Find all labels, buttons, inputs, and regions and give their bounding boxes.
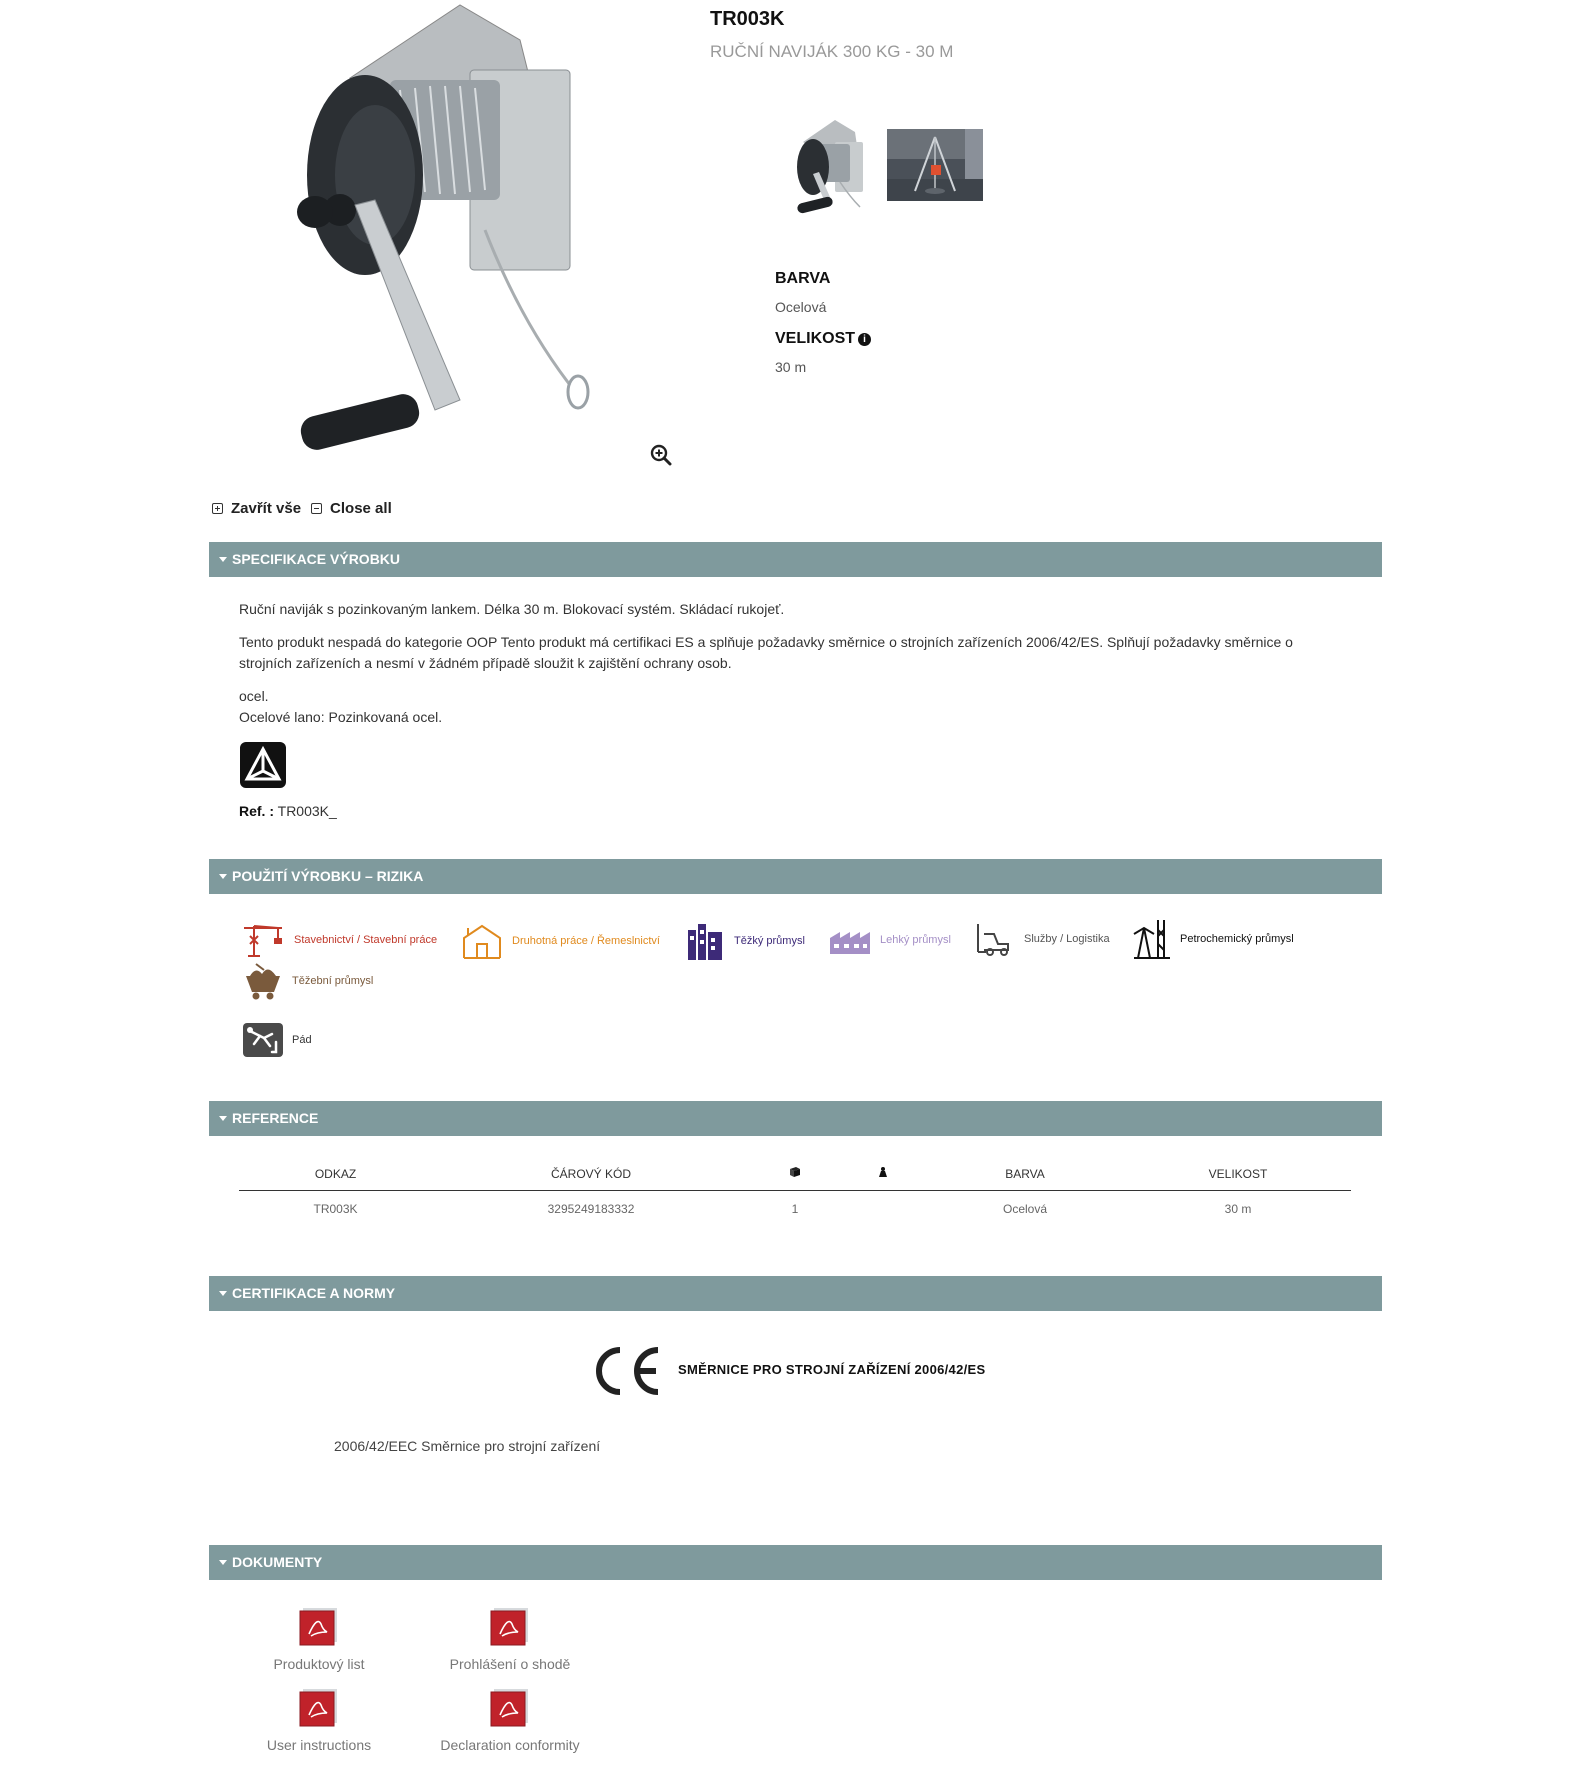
close-all-cz-toggle[interactable] [212,500,301,517]
pdf-icon [488,1687,532,1727]
size-label [775,330,871,348]
mine-cart-icon [242,960,284,1002]
factory-icon [828,924,872,956]
caret-down-icon [219,557,227,562]
document-product-sheet[interactable] [229,1606,409,1674]
section-title-reference: REFERENCE [232,1110,319,1126]
cell-ref: TR003K [313,1202,358,1217]
risk-label: Těžký průmysl [734,935,805,947]
col-ref: ODKAZ [239,1158,432,1190]
cell-barcode: 3295249183332 [547,1202,635,1217]
spec-ref-label: Ref. : [239,803,274,819]
document-label: Produktový list [273,1656,365,1672]
risk-label: Pád [292,1034,312,1046]
heavy-industry-icon [684,920,726,962]
document-declaration-en[interactable] [420,1687,600,1755]
spec-material-2: Ocelové lano: Pozinkovaná ocel. [239,709,443,725]
caret-down-icon [219,1560,227,1565]
col-weight [840,1158,925,1190]
directive-title: SMĚRNICE PRO STROJNÍ ZAŘÍZENÍ 2006/42/ES [678,1362,986,1377]
caret-down-icon [219,874,227,879]
table-header-row [239,1158,1351,1190]
cell-weight [840,1190,925,1228]
risk-light-industry[interactable] [828,924,951,956]
table-row[interactable] [239,1190,1351,1228]
caret-down-icon [219,1116,227,1121]
size-label-text: VELIKOST [775,330,856,347]
weight-icon [877,1166,889,1178]
pdf-icon [488,1606,532,1646]
col-package [750,1158,840,1190]
section-header-specs[interactable] [209,542,1382,577]
pdf-icon [297,1687,341,1727]
reference-table [239,1158,1351,1228]
document-label: User instructions [266,1737,372,1753]
risk-label: Stavebnictví / Stavební práce [294,934,438,946]
crane-icon [242,922,286,958]
color-value: Ocelová [775,299,827,315]
cell-size: 30 m [1224,1202,1252,1217]
directive-description: 2006/42/EEC Směrnice pro strojní zařízení [334,1438,601,1454]
ce-mark-icon [590,1346,664,1396]
brand-logo-icon [239,741,287,789]
zoom-icon[interactable] [650,444,672,466]
color-label: BARVA [775,270,831,287]
section-title-documents: DOKUMENTY [232,1554,323,1570]
house-icon [460,922,504,960]
risk-mining[interactable] [242,960,373,1002]
section-header-documents[interactable] [209,1545,1382,1580]
forklift-icon [972,922,1016,956]
cell-qty: 1 [791,1202,799,1217]
thumbnail-1[interactable] [775,112,871,218]
spec-reference [239,803,337,819]
col-color: BARVA [925,1158,1125,1190]
risk-heavy-industry[interactable] [684,920,805,962]
risk-fall[interactable] [242,1022,312,1058]
document-label: Prohlášení o shodě [449,1656,571,1672]
thumbnail-2[interactable] [887,129,983,201]
info-icon[interactable]: i [858,333,871,346]
col-size: VELIKOST [1125,1158,1351,1190]
close-all-en-toggle[interactable] [311,500,392,517]
size-value: 30 m [775,359,807,375]
col-barcode: ČÁROVÝ KÓD [432,1158,750,1190]
risk-craft[interactable] [460,922,660,960]
risk-label: Lehký průmysl [880,934,951,946]
risk-construction[interactable] [242,922,437,958]
risk-label: Petrochemický průmysl [1180,933,1294,945]
pdf-icon [297,1606,341,1646]
caret-down-icon [219,1291,227,1296]
section-title-certs: CERTIFIKACE A NORMY [232,1285,396,1301]
risk-label: Druhotná práce / Řemeslnictví [512,935,660,947]
section-title-specs: SPECIFIKACE VÝROBKU [232,551,401,567]
oil-rig-icon [1132,918,1172,960]
spec-material-1: ocel. [239,688,269,704]
expand-icon [212,503,223,514]
product-title: RUČNÍ NAVIJÁK 300 KG - 30 M [710,42,954,61]
close-all-en-label: Close all [330,500,392,517]
product-image[interactable] [270,0,610,480]
section-header-usage[interactable] [209,859,1382,894]
document-user-instructions[interactable] [229,1687,409,1755]
spec-ref-value: TR003K_ [277,803,337,819]
collapse-icon [311,503,322,514]
product-reference: TR003K [710,8,785,30]
close-all-cz-label: Zavřít vše [231,500,302,517]
document-declaration-cz[interactable] [420,1606,600,1674]
risk-petrochemical[interactable] [1132,918,1294,960]
section-title-usage: POUŽITÍ VÝROBKU – RIZIKA [232,868,424,884]
document-label: Declaration conformity [440,1737,580,1753]
section-header-reference[interactable] [209,1101,1382,1136]
cell-color: Ocelová [1002,1202,1048,1217]
box-icon [789,1166,801,1178]
spec-certification-note: Tento produkt nespadá do kategorie OOP Tento produkt má certifikaci ES a splňuje požadavky směrnice o strojních zařízeních 2006/42/ES. Splňují požadavky směrnice o strojních zařízeních a nesmí v žádném případě sloužit k zajištění ochrany osob. [239,634,1293,671]
risk-logistics[interactable] [972,922,1110,956]
risk-label: Těžební průmysl [292,975,374,987]
spec-description: Ruční naviják s pozinkovaným lankem. Délka 30 m. Blokovací systém. Skládací rukojeť. [239,601,785,617]
expand-collapse-controls [212,500,402,517]
risk-label: Služby / Logistika [1024,933,1110,945]
fall-icon [242,1022,284,1058]
section-header-certs[interactable] [209,1276,1382,1311]
